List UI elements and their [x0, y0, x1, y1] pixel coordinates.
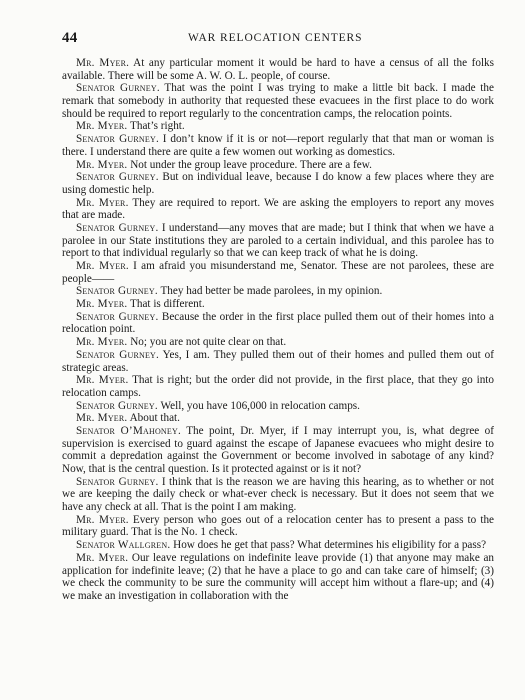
speaker-name: Senator O’Mahoney.: [76, 424, 181, 437]
page-number: 44: [62, 30, 78, 46]
transcript-paragraph: [62, 552, 494, 603]
transcript-paragraph: [62, 400, 494, 413]
transcript-paragraph: [62, 260, 494, 285]
speaker-name: Mr. Myer.: [76, 374, 129, 387]
transcript-paragraph: [62, 336, 494, 349]
paragraph-text: That is right; but the order did not provide, in the first place, that they go into relocation camps.: [62, 374, 495, 399]
transcript-paragraph: [62, 197, 494, 222]
speaker-name: Mr. Myer.: [76, 412, 128, 425]
speaker-name: Senator Gurney.: [76, 171, 159, 184]
transcript-paragraph: [62, 298, 494, 311]
transcript-paragraph: [62, 120, 494, 133]
paragraph-text: About that.: [127, 412, 180, 425]
paragraph-text: I understand—any moves that are made; but I think that when we have a parolee in our State institutions they are paroled to a certain individual, and this parolee has to report to that individual regularly so that we can keep track of what he is doing.: [62, 221, 494, 260]
transcript-paragraph: [62, 349, 494, 374]
speaker-name: Senator Gurney.: [76, 285, 158, 298]
transcript-paragraph: [62, 425, 494, 476]
speaker-name: Mr. Myer.: [76, 298, 128, 311]
transcript-paragraph: [62, 159, 494, 172]
paragraph-text: That is different.: [127, 298, 205, 311]
transcript-paragraph: [62, 133, 494, 158]
paragraph-text: They are required to report. We are asking the employers to report any moves that are made.: [62, 196, 495, 222]
paragraph-text: The point, Dr. Myer, if I may interrupt you, is, what degree of supervision is exercised to guard against the escape of Japanese evacuees who might desire to commit a depredation against the Government or become involved in sabotage of any kind? Now, that is the central question. Is it protected against or is it not?: [62, 424, 495, 475]
paragraph-text: They had better be made parolees, in my opinion.: [157, 285, 383, 298]
speaker-name: Senator Gurney.: [76, 399, 158, 412]
speaker-name: Senator Wallgren.: [76, 539, 171, 552]
transcript-paragraph: [62, 374, 494, 399]
paragraph-text: I don’t know if it is or not—report regularly that that man or woman is there. I understand there are quite a few women out working as domestics.: [62, 133, 494, 158]
transcript-paragraph: [62, 82, 494, 120]
page-header: [62, 30, 494, 50]
speaker-name: Mr. Myer.: [76, 57, 130, 69]
hearing-transcript: [62, 57, 494, 603]
speaker-name: Senator Gurney.: [76, 82, 160, 95]
transcript-paragraph: [62, 476, 494, 514]
paragraph-text: Our leave regulations on indefinite leave provide (1) that anyone may make an application for indefinite leave; (2) that he have a place to go and can take care of himself; (3) we check the community to be sure the community will accept him without a flare-up; and (4) we make an investigation in collaboration with the: [62, 551, 495, 602]
transcript-paragraph: [62, 222, 494, 260]
speaker-name: Senator Gurney.: [76, 221, 159, 234]
speaker-name: Mr. Myer.: [76, 196, 129, 209]
paragraph-text: How does he get that pass? What determines his eligibility for a pass?: [170, 539, 487, 552]
speaker-name: Mr. Myer.: [76, 551, 129, 564]
paragraph-text: No; you are not quite clear on that.: [127, 336, 287, 349]
running-title: WAR RELOCATION CENTERS: [188, 32, 363, 44]
speaker-name: Senator Gurney.: [76, 133, 159, 146]
paragraph-text: But on individual leave, because I do know a few places where they are using domestic help.: [62, 171, 494, 196]
speaker-name: Mr. Myer.: [76, 513, 129, 526]
speaker-name: Mr. Myer.: [76, 120, 128, 133]
speaker-name: Senator Gurney.: [76, 475, 159, 488]
speaker-name: Senator Gurney.: [76, 348, 160, 361]
paragraph-text: I think that is the reason we are having this hearing, as to whether or not we are keeping the daily check or what-ever check is necessary. But it does not seem that we have any check at all. That is the point I am making.: [62, 475, 494, 514]
speaker-name: Mr. Myer.: [76, 336, 128, 349]
speaker-name: Senator Gurney.: [76, 310, 159, 323]
paragraph-text: That was the point I was trying to make a little bit back. I made the remark that somebody in authority that requested these evacuees in the first place to do work should be required to report regularly to the concentration camps, the relocation points.: [62, 82, 494, 120]
transcript-paragraph: [62, 57, 494, 82]
transcript-paragraph: [62, 171, 494, 196]
paragraph-text: Every person who goes out of a relocation center has to present a pass to the military guard. That is the No. 1 check.: [62, 513, 495, 539]
paragraph-text: Yes, I am. They pulled them out of their homes and pulled them out of strategic areas.: [62, 348, 494, 374]
paragraph-text: Because the order in the first place pulled them out of their homes into a relocation point.: [62, 310, 494, 336]
paragraph-text: At any particular moment it would be hard to have a census of all the folks available. There will be some A. W. O. L. people, of course.: [62, 57, 495, 82]
paragraph-text: That’s right.: [127, 120, 185, 133]
transcript-paragraph: [62, 285, 494, 298]
paragraph-text: I am afraid you misunderstand me, Senator. These are not parolees, these are people——: [62, 260, 494, 285]
transcript-paragraph: [62, 311, 494, 336]
speaker-name: Mr. Myer.: [76, 260, 129, 272]
transcript-paragraph: [62, 514, 494, 539]
transcript-paragraph: [62, 412, 494, 425]
speaker-name: Mr. Myer.: [76, 158, 128, 171]
paragraph-text: Not under the group leave procedure. There are a few.: [127, 158, 372, 171]
paragraph-text: Well, you have 106,000 in relocation camps.: [157, 399, 360, 412]
transcript-paragraph: [62, 539, 494, 552]
